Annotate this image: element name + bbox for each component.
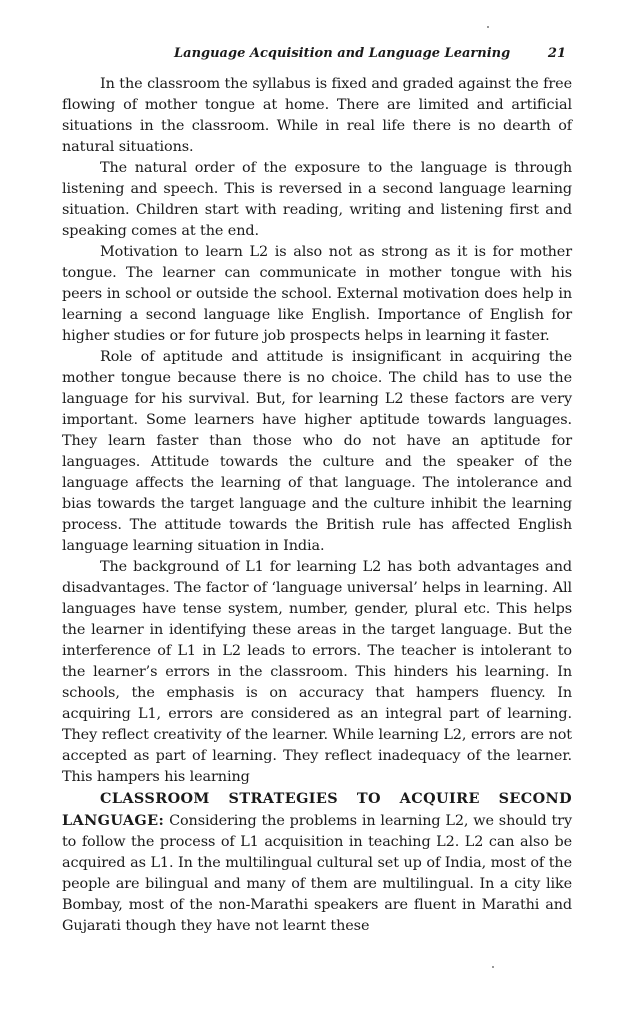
book-page xyxy=(62,44,572,937)
paragraph-motivation: Motivation to learn L2 is also not as strong as it is for mother tongue. The learner can communicate in mother tongue with his peers in school or outside the school. External motivation does help in learning a second language like English. Importance of English for higher studies or for future job prospects helps in learning it faster. xyxy=(62,244,572,344)
body-text xyxy=(62,74,572,937)
scan-speck xyxy=(492,966,494,968)
paragraph-natural-order: The natural order of the exposure to the language is through listening and speech. This is reversed in a second language learning situation. Children start with reading, writing and listening first and speaking comes at the end. xyxy=(62,160,572,239)
paragraph-classroom-strategies xyxy=(62,788,572,937)
running-title: Language Acquisition and Language Learning xyxy=(174,46,511,61)
section-heading: CLASSROOM STRATEGIES TO ACQUIRE SECOND LANGUAGE: xyxy=(62,790,572,829)
running-header xyxy=(62,44,572,66)
paragraph-aptitude-attitude: Role of aptitude and attitude is insignificant in acquiring the mother tongue because there is no choice. The child has to use the language for his survival. But, for learning L2 these factors are very important. Some learners have higher aptitude towards languages. They learn faster than those who do not have an aptitude for languages. Attitude towards the culture and the speaker of the language affects the learning of that language. The intolerance and bias towards the target language and the culture inhibit the learning process. The attitude towards the British rule has affected English language learning situation in India. xyxy=(62,349,572,554)
section-text: Considering the problems in learning L2, we should try to follow the process of L1 acquisition in teaching L2. L2 can also be acquired as L1. In the multilingual cultural set up of India, most of the people are bilingual and many of them are multilingual. In a city like Bombay, most of the non-Marathi speakers are fluent in Marathi and Gujarati though they have not learnt these xyxy=(62,813,572,934)
scan-speck xyxy=(487,26,489,28)
paragraph-l1-background: The background of L1 for learning L2 has both advantages and disadvantages. The factor of ‘language universal’ helps in learning. All languages have tense system, number, gender, plural etc. This helps the learner in identifying these areas in the target language. But the interference of L1 in L2 leads to errors. The teacher is intolerant to the learner’s errors in the classroom. This hinders his learning. In schools, the emphasis is on accuracy that hampers fluency. In acquiring L1, errors are considered as an integral part of learning. They reflect creativity of the learner. While learning L2, errors are not accepted as part of learning. They reflect inadequacy of the learner. This hampers his learning xyxy=(62,559,572,785)
paragraph-syllabus: In the classroom the syllabus is fixed and graded against the free flowing of mother tongue at home. There are limited and artificial situations in the classroom. While in real life there is no dearth of natural situations. xyxy=(62,76,572,155)
page-number: 21 xyxy=(547,46,566,61)
